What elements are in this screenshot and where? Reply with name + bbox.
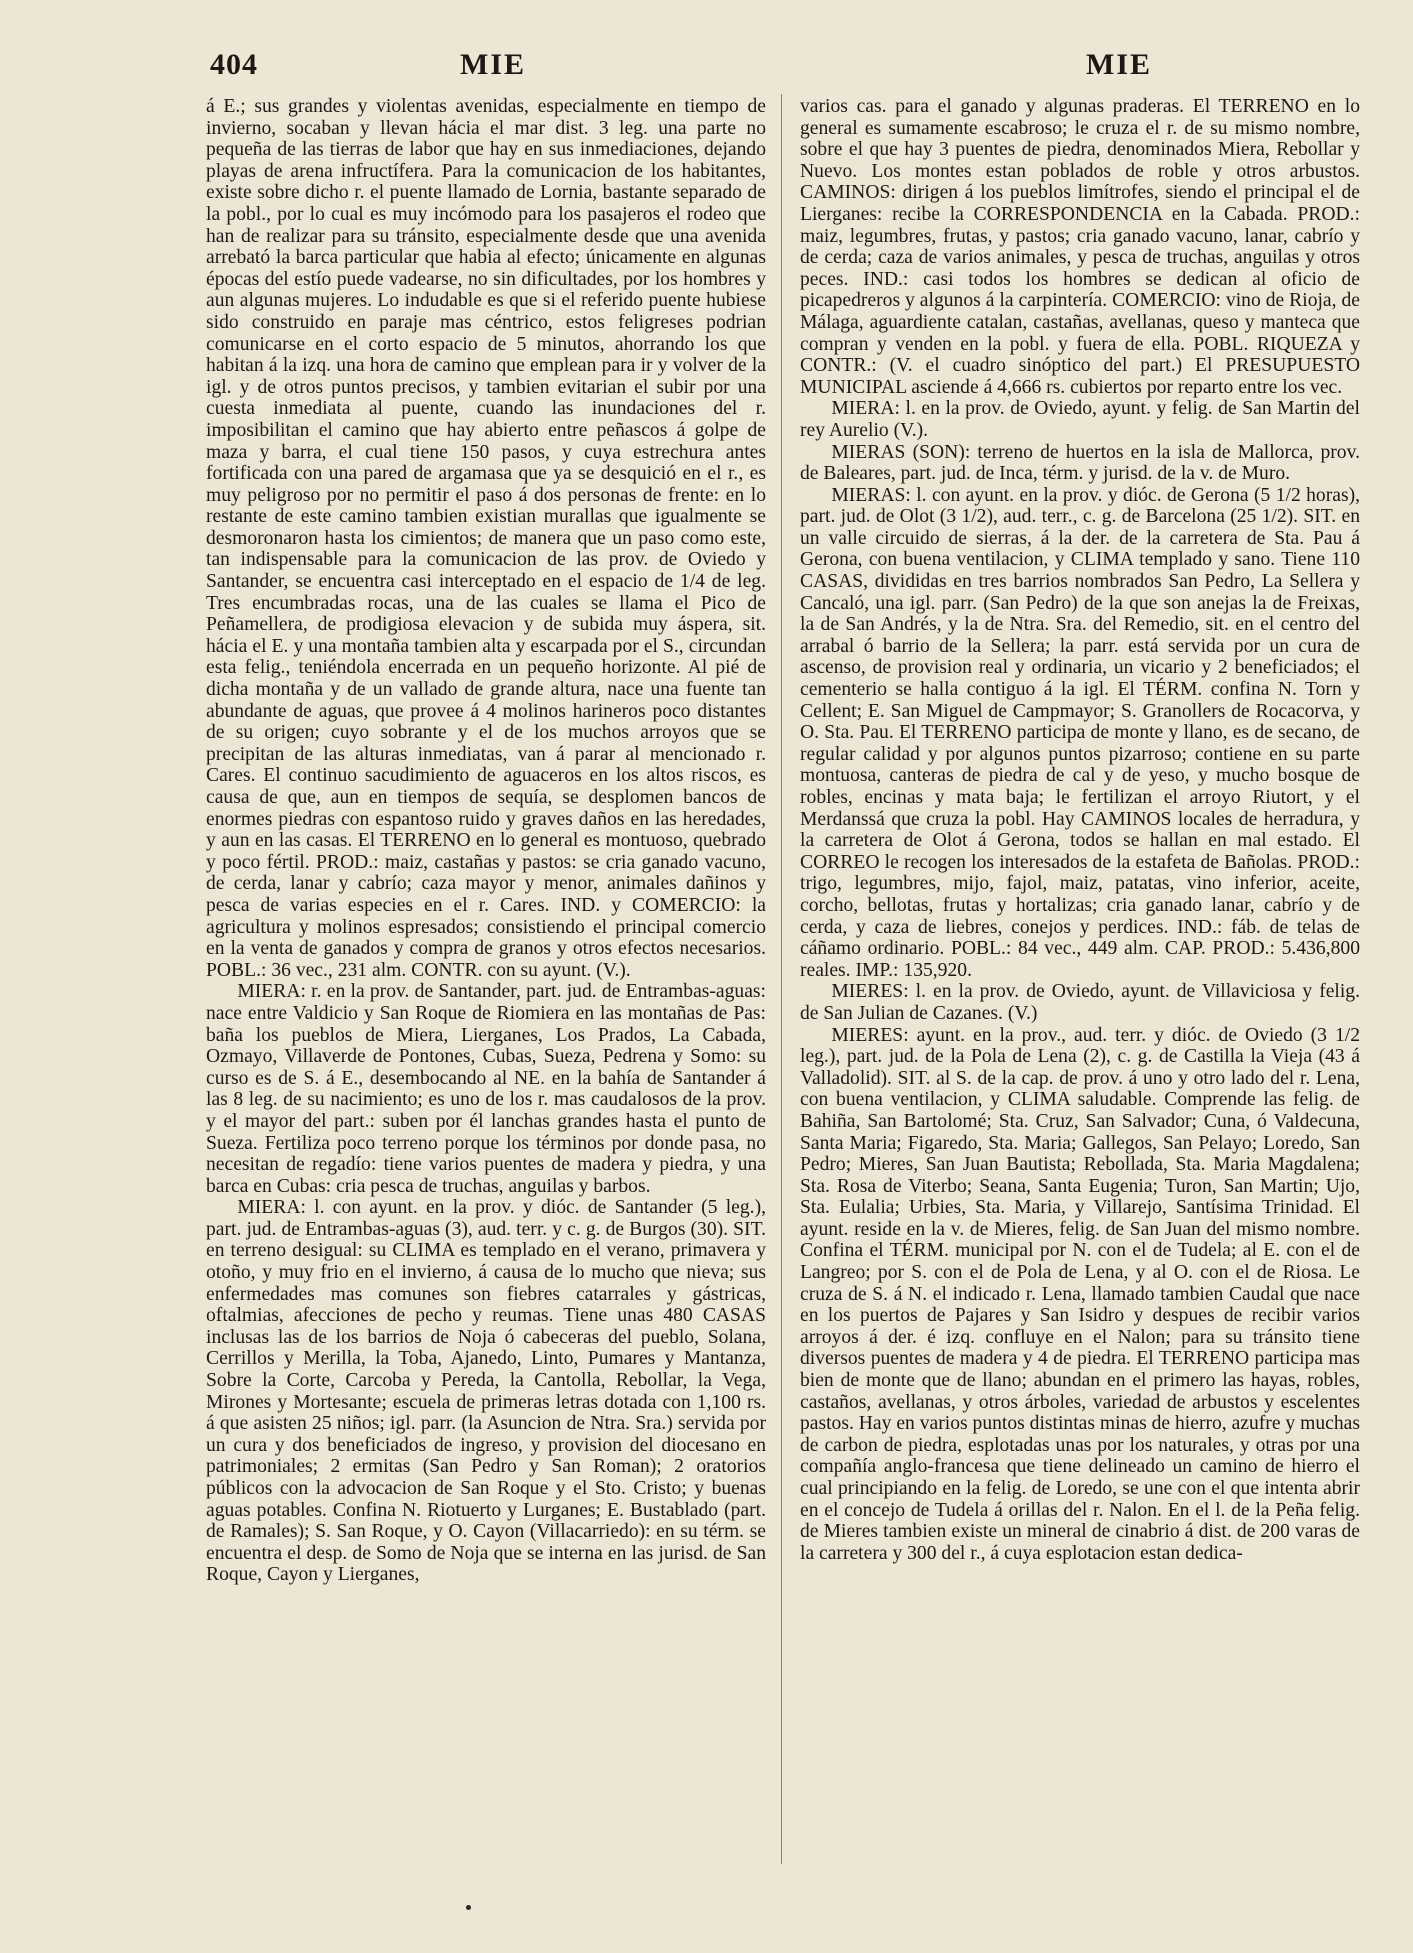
page-header (200, 48, 1363, 100)
running-head-left: MIE (460, 48, 526, 81)
entry-miera-river: MIERA: r. en la prov. de Santander, part. jud. de Entrambas-aguas: nace entre Valdicio y San Roque de Riomiera en las montañas de Pas: baña los pueblos de Miera, Lierganes, Los Prados, La Cabada, Ozmayo, Villaverde de Pontones, Cubas, Sueza, Pedrena y Somo: su curso es de S. á E., desembocando al NE. en la bahía de Santander á las 8 leg. de su nacimiento; es uno de los r. mas caudalosos de la prov. y el mayor del part.: suben por él lanchas grandes hasta el punto de Sueza. Fertiliza poco terreno porque los términos por donde pasa, no necesitan de regadío: tiene varios puentes de madera y piedra, y una barca en Cubas: cria pesca de truchas, anguilas y barbos. (206, 981, 766, 1197)
paragraph-continuation: á E.; sus grandes y violentas avenidas, especialmente en tiempo de invierno, socaban y llevan hácia el mar dist. 3 leg. una parte no pequeña de las tierras de labor que hay en sus inmediaciones, dejando playas de arena infructífera. Para la comunicacion de los habitantes, existe sobre dicho r. el puente llamado de Lornia, bastante separado de la pobl., por lo cual es muy incómodo para los pasajeros el rodeo que han de realizar para su tránsito, especialmente desde que una avenida arrebató la barca particular que habia al efecto; únicamente en algunas épocas del estío puede vadearse, no sin dificultades, por los hombres y aun algunas mujeres. Lo indudable es que si el referido puente hubiese sido construido en paraje mas céntrico, estos feligreses podrian comunicarse en el corto espacio de 5 minutos, ahorrando los que habitan á la izq. una hora de camino que emplean para ir y volver de la igl. y de otros puntos precisos, y tambien evitarian el subir por una cuesta inmediata al puente, cuando las inundaciones del r. imposibilitan el camino que hay abierto entre peñascos á golpe de maza y barra, el cual tiene 150 pasos, y cuya estrechura antes fortificada con una pared de argamasa que ya se desquició en el r., es muy peligroso por no permitir el paso á dos personas de frente: en lo restante de este camino tambien existian murallas que igualmente se desmoronaron hasta los cimientos; de manera que un paso como este, tan indispensable para la comunicacion de las prov. de Oviedo y Santander, se encuentra casi interceptado en el espacio de 1/4 de leg. Tres encumbradas rocas, una de las cuales se llama el Pico de Peñamellera, de prodigiosa elevacion y de subida muy áspera, sit. hácia el E. y una montaña tambien alta y escarpada por el S., circundan esta felig., teniéndola encerrada en un pequeño horizonte. Al pié de dicha montaña y de un vallado de grande altura, nace una fuente tan abundante de aguas, que provee á 4 molinos harineros poco distantes de su origen; cuyo sobrante y el de los muchos arroyos que se precipitan de las alturas inmediatas, van á parar al mencionado r. Cares. El continuo sacudimiento de aguaceros en los altos riscos, es causa de que, aun en tiempos de sequía, se desplomen bancos de enormes piedras con espantoso ruido y graves daños en las heredades, y aun en las casas. El TERRENO en lo general es montuoso, quebrado y poco fértil. PROD.: maiz, castañas y pastos: se cria ganado vacuno, de cerda, lanar y cabrío; caza mayor y menor, animales dañinos y pesca de varias especies en el r. Cares. IND. y COMERCIO: la agricultura y molinos espresados; consistiendo el principal comercio en la venta de ganados y compra de granos y otros efectos necesarios. POBL.: 36 vec., 231 alm. CONTR. con su ayunt. (V.). (206, 96, 766, 981)
entry-mieras-gerona: MIERAS: l. con ayunt. en la prov. y dióc. de Gerona (5 1/2 horas), part. jud. de Olot (3 1/2), aud. terr., c. g. de Barcelona (25 1/2). SIT. en un valle circuido de sierras, á la der. de la carretera de Sta. Pau á Gerona, con buena ventilacion, y CLIMA templado y sano. Tiene 110 CASAS, divididas en tres barrios nombrados San Pedro, La Sellera y Cancaló, una igl. parr. (San Pedro) de la que son anejas la de Freixas, la de San Andrés, y la de Ntra. Sra. del Remedio, sit. en el centro del arrabal ó barrio de la Sellera; la parr. está servida por un cura de ascenso, de provision real y ordinaria, un vicario y 2 beneficiados; el cementerio se halla contiguo á la igl. El TÉRM. confina N. Torn y Cellent; E. San Miguel de Campmayor; S. Granollers de Rocacorva, y O. Sta. Pau. El TERRENO participa de monte y llano, es de secano, de regular calidad y por algunos puntos pizarroso; contiene en su parte montuosa, canteras de piedra de cal y de yeso, y mucho bosque de robles, encinas y mata baja; le fertilizan el arroyo Riutort, y el Merdanssá que cruza la pobl. Hay CAMINOS locales de herradura, y la carretera de Olot á Gerona, todos se hallan en mal estado. El CORREO le recogen los interesados de la estafeta de Bañolas. PROD.: trigo, legumbres, mijo, fajol, maiz, patatas, vino inferior, aceite, corcho, bellotas, frutas y hortalizas; cria ganado lanar, cabrío y de cerda, y caza de liebres, conejos y perdices. IND.: fáb. de telas de cáñamo ordinario. POBL.: 84 vec., 449 alm. CAP. PROD.: 5.436,800 reales. IMP.: 135,920. (800, 484, 1360, 981)
ink-dot (466, 1905, 471, 1910)
entry-mieras-son: MIERAS (SON): terreno de huertos en la isla de Mallorca, prov. de Baleares, part. jud. de Inca, térm. y jurisd. de la v. de Muro. (800, 441, 1360, 485)
right-column (800, 96, 1360, 1866)
entry-mieres-villaviciosa: MIERES: l. en la prov. de Oviedo, ayunt. de Villaviciosa y felig. de San Julian de Cazanes. (V.) (800, 981, 1360, 1024)
page-number: 404 (210, 48, 258, 81)
paragraph-continuation-right: varios cas. para el ganado y algunas praderas. El TERRENO en lo general es sumamente escabroso; le cruza el r. de su mismo nombre, sobre el que hay 3 puentes de piedra, denominados Miera, Rebollar y Nuevo. Los montes estan poblados de roble y otros arbustos. CAMINOS: dirigen á los pueblos limítrofes, siendo el principal el de Lierganes: recibe la CORRESPONDENCIA en la Cabada. PROD.: maiz, legumbres, frutas, y pastos; cria ganado vacuno, lanar, cabrío y de cerda; caza de varios animales, y pesca de truchas, anguilas y otros peces. IND.: casi todos los hombres se dedican al oficio de picapedreros y algunos á la carpintería. COMERCIO: vino de Rioja, de Málaga, aguardiente catalan, castañas, avellanas, queso y manteca que compran y venden en la pobl. y fuera de ella. POBL. RIQUEZA y CONTR.: (V. el cuadro sinóptico del part.) El PRESUPUESTO MUNICIPAL asciende á 4,666 rs. cubiertos por reparto entre los vec. (800, 96, 1360, 398)
entry-mieres-ayunt: MIERES: ayunt. en la prov., aud. terr. y dióc. de Oviedo (3 1/2 leg.), part. jud. de la Pola de Lena (2), c. g. de Castilla la Vieja (43 á Valladolid). SIT. al S. de la cap. de prov. á uno y otro lado del r. Lena, con buena ventilacion, y CLIMA saludable. Comprende las felig. de Bahiña, San Bartolomé; Sta. Cruz, San Salvador; Cuna, ó Valdecuna, Santa Maria; Figaredo, Sta. Maria; Gallegos, San Pelayo; Loredo, San Pedro; Mieres, San Juan Bautista; Rebollada, Sta. Maria Magdalena; Sta. Rosa de Viterbo; Seana, Santa Eugenia; Turon, San Martin; Ujo, Sta. Eulalia; Urbies, Sta. Maria, y Villarejo, Santísima Trinidad. El ayunt. reside en la v. de Mieres, felig. de San Juan del mismo nombre. Confina el TÉRM. municipal por N. con el de Tudela; al E. con el de Langreo; por S. con el de Pola de Lena, y al O. con el de Riosa. Le cruza de S. á N. el indicado r. Lena, llamado tambien Caudal que nace en los puertos de Pajares y San Isidro y despues de recibir varios arroyos á der. é izq. confluye en el Nalon; para su tránsito tiene diversos puentes de madera y 4 de piedra. El TERRENO participa mas bien de monte que de llano; abundan en el primero las hayas, robles, castaños, avellanas, y otros árboles, variedad de arbustos y escelentes pastos. Hay en varios puntos distintas minas de hierro, azufre y muchas de carbon de piedra, esplotadas unas por los naturales, y otras por una compañía anglo-francesa que tiene delineado un camino de hierro el cual principiando en la felig. de Loredo, se une con el que intenta abrir en el concejo de Tudela á orillas del r. Nalon. En el l. de la Peña felig. de Mieres tambien existe un mineral de cinabrio á dist. de 200 varas de la carretera y 300 del r., á cuya esplotacion estan dedica- (800, 1024, 1360, 1564)
entry-miera-oviedo: MIERA: l. en la prov. de Oviedo, ayunt. y felig. de San Martin del rey Aurelio (V.). (800, 398, 1360, 441)
left-column (206, 96, 766, 1866)
entry-miera-santander: MIERA: l. con ayunt. en la prov. y dióc. de Santander (5 leg.), part. jud. de Entrambas-aguas (3), aud. terr. y c. g. de Burgos (30). SIT. en terreno desigual: su CLIMA es templado en el verano, primavera y otoño, y muy frio en el invierno, á causa de lo mucho que nieva; sus enfermedades mas comunes son fiebres catarrales y gástricas, oftalmias, afecciones de pecho y reumas. Tiene unas 480 CASAS inclusas las de los barrios de Noja ó cabeceras del pueblo, Solana, Cerrillos y Merilla, la Toba, Ajanedo, Linto, Pumares y Mantanza, Sobre la Corte, Carcoba y Pereda, la Cantolla, Rebollar, la Vega, Mirones y Mortesante; escuela de primeras letras dotada con 1,100 rs. á que asisten 25 niños; igl. parr. (la Asuncion de Ntra. Sra.) servida por un cura y dos beneficiados de ingreso, y provision del diocesano en patrimoniales; 2 ermitas (San Pedro y San Roman); 2 oratorios públicos con la advocacion de San Roque y el Sto. Cristo; y buenas aguas potables. Confina N. Riotuerto y Lurganes; E. Bustablado (part. de Ramales); S. San Roque, y O. Cayon (Villacarriedo): en su térm. se encuentra el desp. de Somo de Noja que se interna en las jurisd. de San Roque, Cayon y Lierganes, (206, 1197, 766, 1586)
column-divider (781, 94, 782, 1864)
running-head-right: MIE (1086, 48, 1152, 81)
